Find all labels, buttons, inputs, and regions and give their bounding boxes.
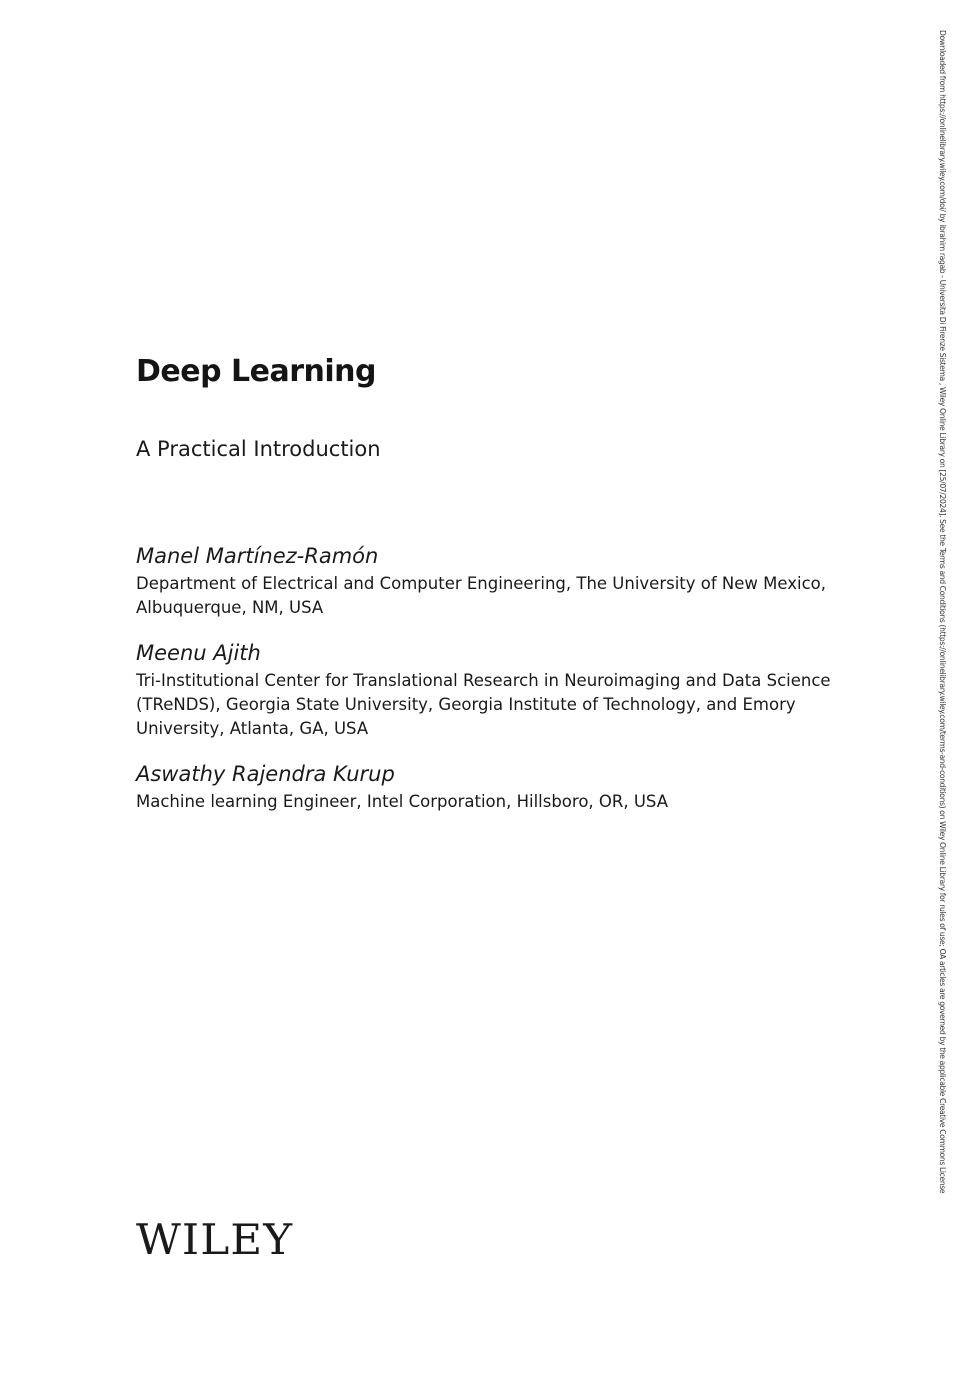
book-subtitle: A Practical Introduction <box>136 437 381 461</box>
author-name: Meenu Ajith <box>136 641 261 665</box>
author-affiliation: Machine learning Engineer, Intel Corporation, Hillsboro, OR, USA <box>136 792 668 811</box>
author-name: Manel Martínez-Ramón <box>136 544 379 568</box>
author-name: Aswathy Rajendra Kurup <box>136 762 395 786</box>
download-notice: Downloaded from https://onlinelibrary.wiley.com/doi/ by ibrahim ragab - Universita Di Firenze Sistema , Wiley Online Library on [25/07/2024]. See the Terms and Conditions (https://onlinelibrary.wiley.com/terms-and-conditions) on Wiley Online Library for rules of use; OA articles are governed by the applicable Creative Commons License <box>938 30 947 1194</box>
author-affiliation: Tri-Institutional Center for Translational Research in Neuroimaging and Data Science (TReNDS), Georgia State University, Georgia Institute of Technology, and Emory University, Atlanta, GA, USA <box>136 671 831 738</box>
author-affiliation: Department of Electrical and Computer Engineering, The University of New Mexico, Albuquerque, NM, USA <box>136 574 827 617</box>
download-notice-strip <box>936 30 950 1360</box>
book-title: Deep Learning <box>136 354 376 389</box>
author-entry <box>136 759 866 814</box>
author-entry <box>136 541 866 620</box>
author-list <box>136 541 866 832</box>
publisher-logo: WILEY <box>136 1215 294 1264</box>
author-entry <box>136 638 866 741</box>
